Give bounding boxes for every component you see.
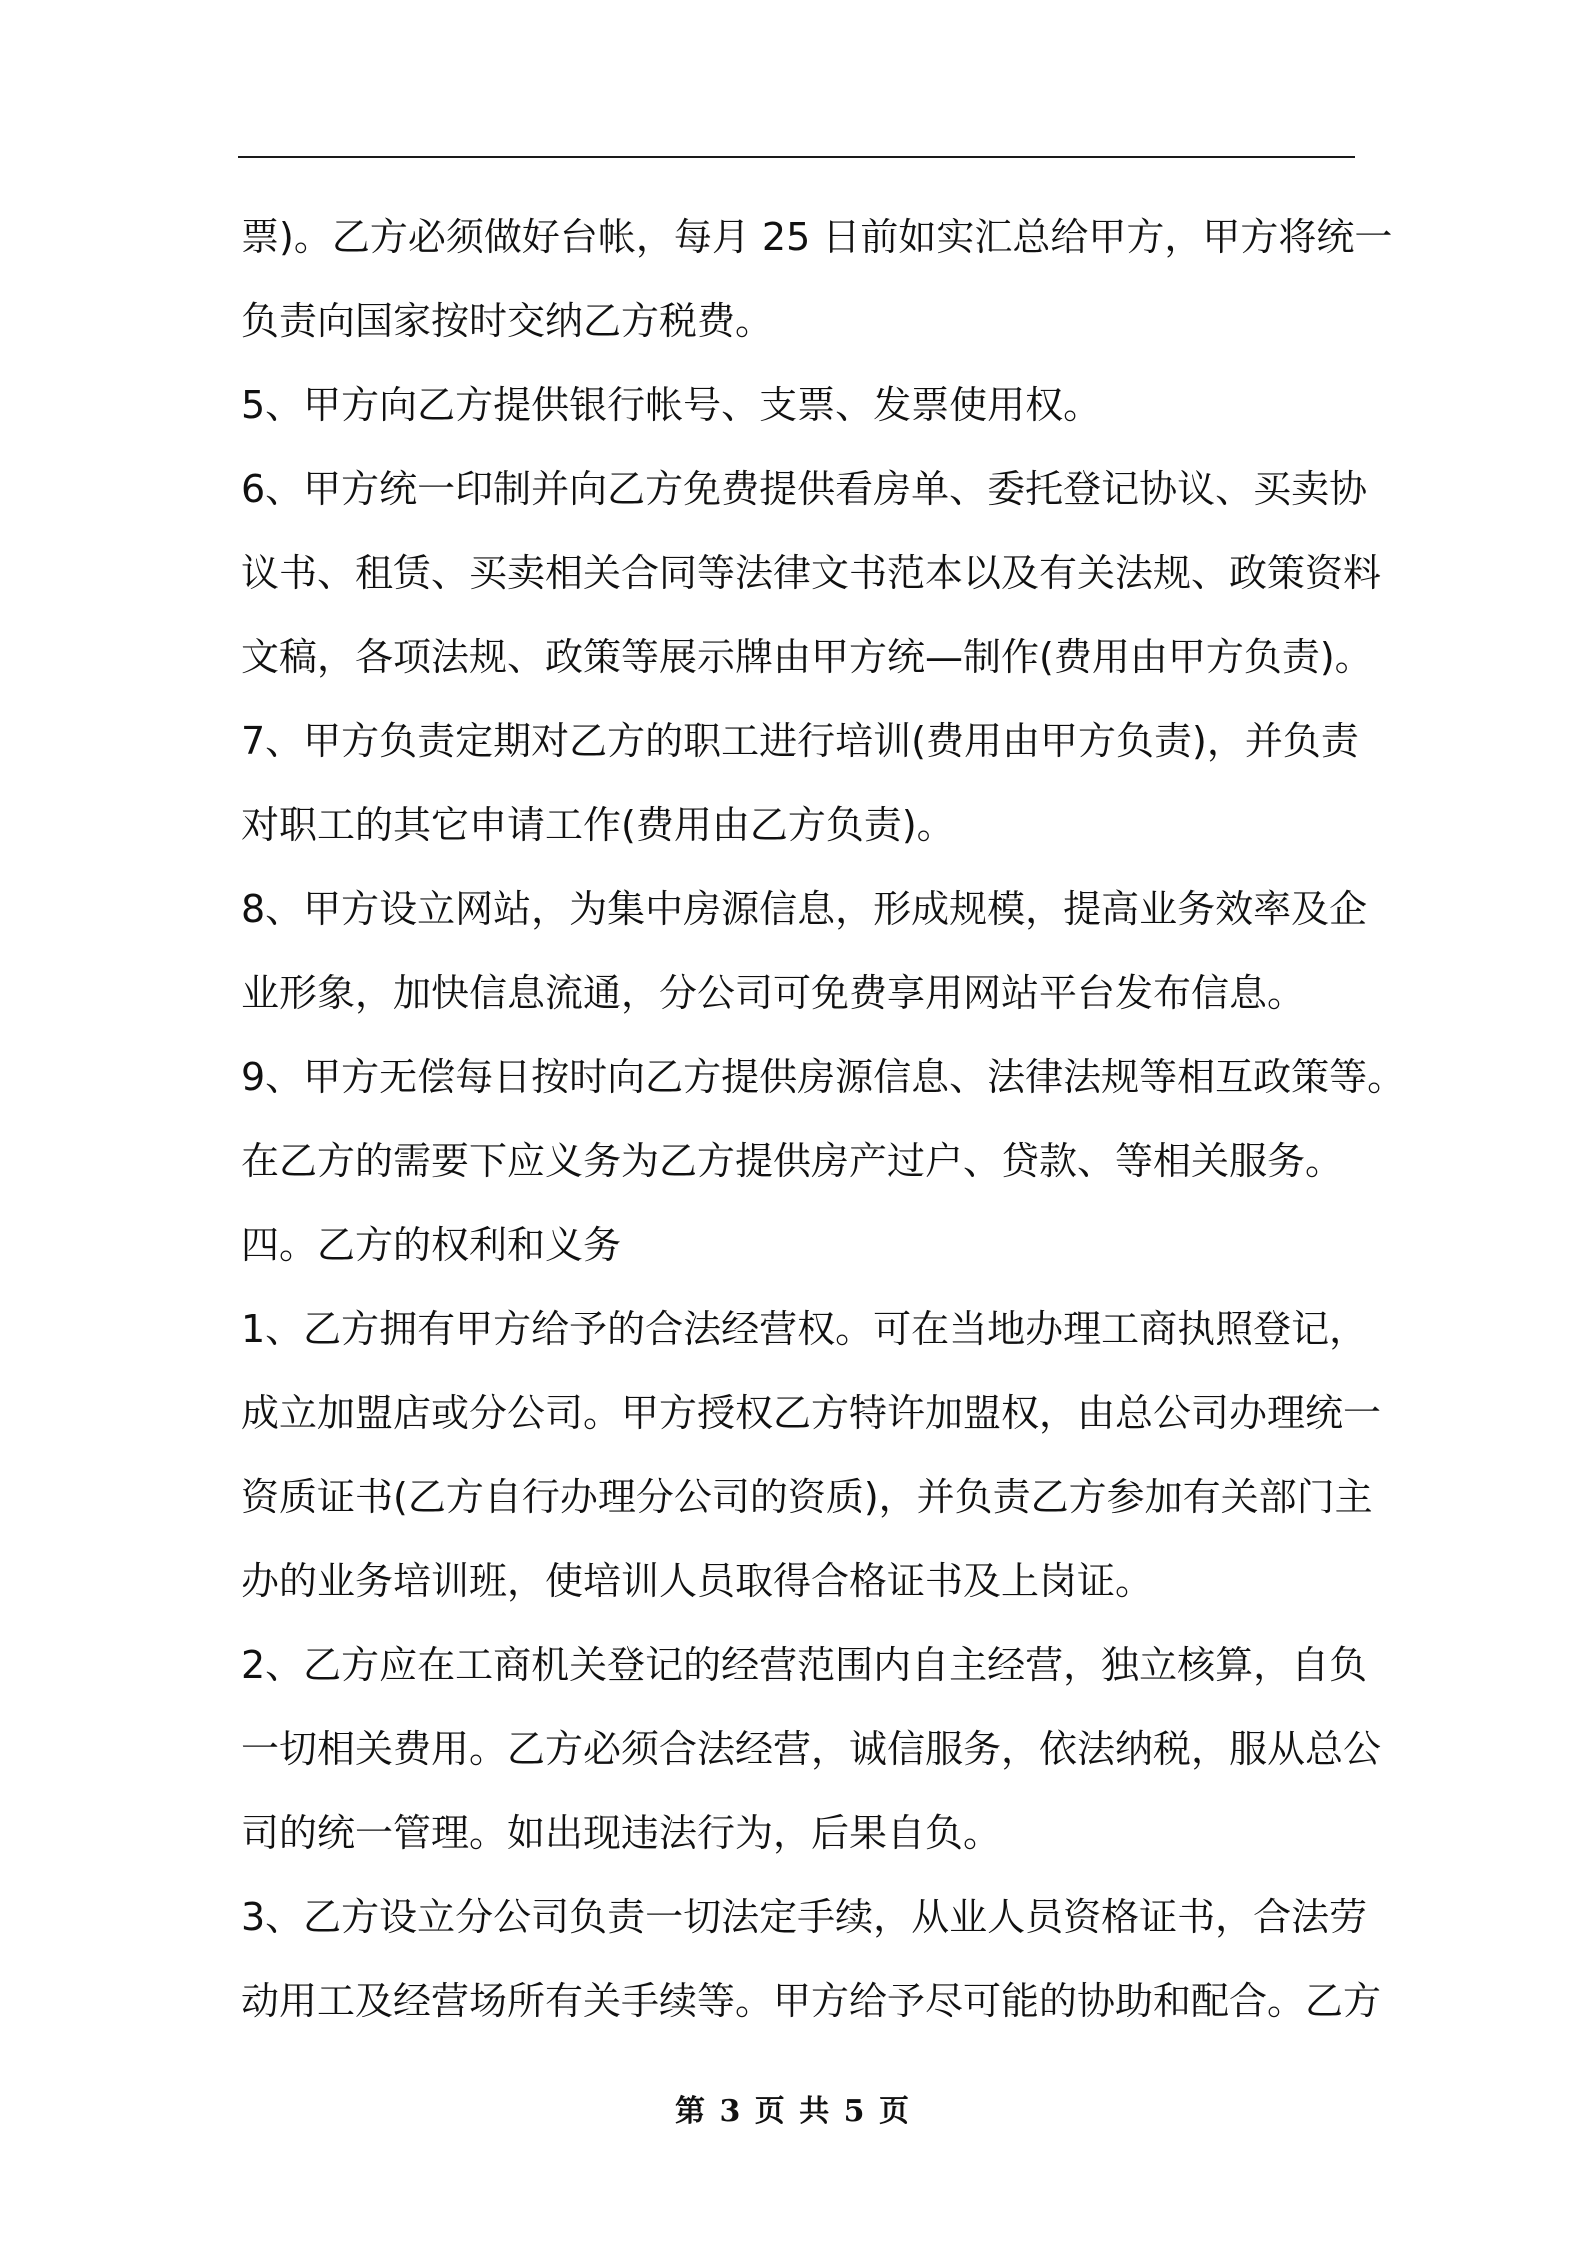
text-line: 票)。乙方必须做好台帐，每月 25 日前如实汇总给甲方，甲方将统一 — [241, 215, 1393, 259]
header-rule — [238, 156, 1355, 158]
text-line: 1、乙方拥有甲方给予的合法经营权。可在当地办理工商执照登记， — [241, 1307, 1368, 1351]
text-line: 动用工及经营场所有关手续等。甲方给予尽可能的协助和配合。乙方 — [241, 1979, 1382, 2023]
text-line: 司的统一管理。如出现违法行为，后果自负。 — [241, 1811, 1002, 1855]
section-heading: 四。乙方的权利和义务 — [241, 1223, 622, 1267]
text-line: 在乙方的需要下应义务为乙方提供房产过户、贷款、等相关服务。 — [241, 1139, 1344, 1183]
text-line: 资质证书(乙方自行办理分公司的资质)，并负责乙方参加有关部门主 — [241, 1475, 1373, 1519]
text-line: 6、甲方统一印制并向乙方免费提供看房单、委托登记协议、买卖协 — [241, 467, 1368, 511]
text-line: 成立加盟店或分公司。甲方授权乙方特许加盟权，由总公司办理统一 — [241, 1391, 1382, 1435]
text-line: 3、乙方设立分公司负责一切法定手续，从业人员资格证书，合法劳 — [241, 1895, 1368, 1939]
body-text — [241, 195, 1406, 2043]
text-line: 负责向国家按时交纳乙方税费。 — [241, 299, 774, 343]
text-line: 7、甲方负责定期对乙方的职工进行培训(费用由甲方负责)，并负责 — [241, 719, 1359, 763]
text-line: 对职工的其它申请工作(费用由乙方负责)。 — [241, 803, 955, 847]
text-line: 办的业务培训班，使培训人员取得合格证书及上岗证。 — [241, 1559, 1154, 1603]
text-line: 议书、租赁、买卖相关合同等法律文书范本以及有关法规、政策资料 — [241, 551, 1382, 595]
text-line: 2、乙方应在工商机关登记的经营范围内自主经营，独立核算，自负 — [241, 1643, 1368, 1687]
text-line: 8、甲方设立网站，为集中房源信息，形成规模，提高业务效率及企 — [241, 887, 1368, 931]
text-line: 一切相关费用。乙方必须合法经营，诚信服务，依法纳税，服从总公 — [241, 1727, 1382, 1771]
text-line: 业形象，加快信息流通，分公司可免费享用网站平台发布信息。 — [241, 971, 1306, 1015]
text-line: 5、甲方向乙方提供银行帐号、支票、发票使用权。 — [241, 383, 1102, 427]
text-line: 9、甲方无偿每日按时向乙方提供房源信息、法律法规等相互政策等。 — [241, 1055, 1406, 1099]
text-line: 文稿，各项法规、政策等展示牌由甲方统—制作(费用由甲方负责)。 — [241, 635, 1373, 679]
page-number-footer: 第 3 页 共 5 页 — [675, 2094, 911, 2129]
